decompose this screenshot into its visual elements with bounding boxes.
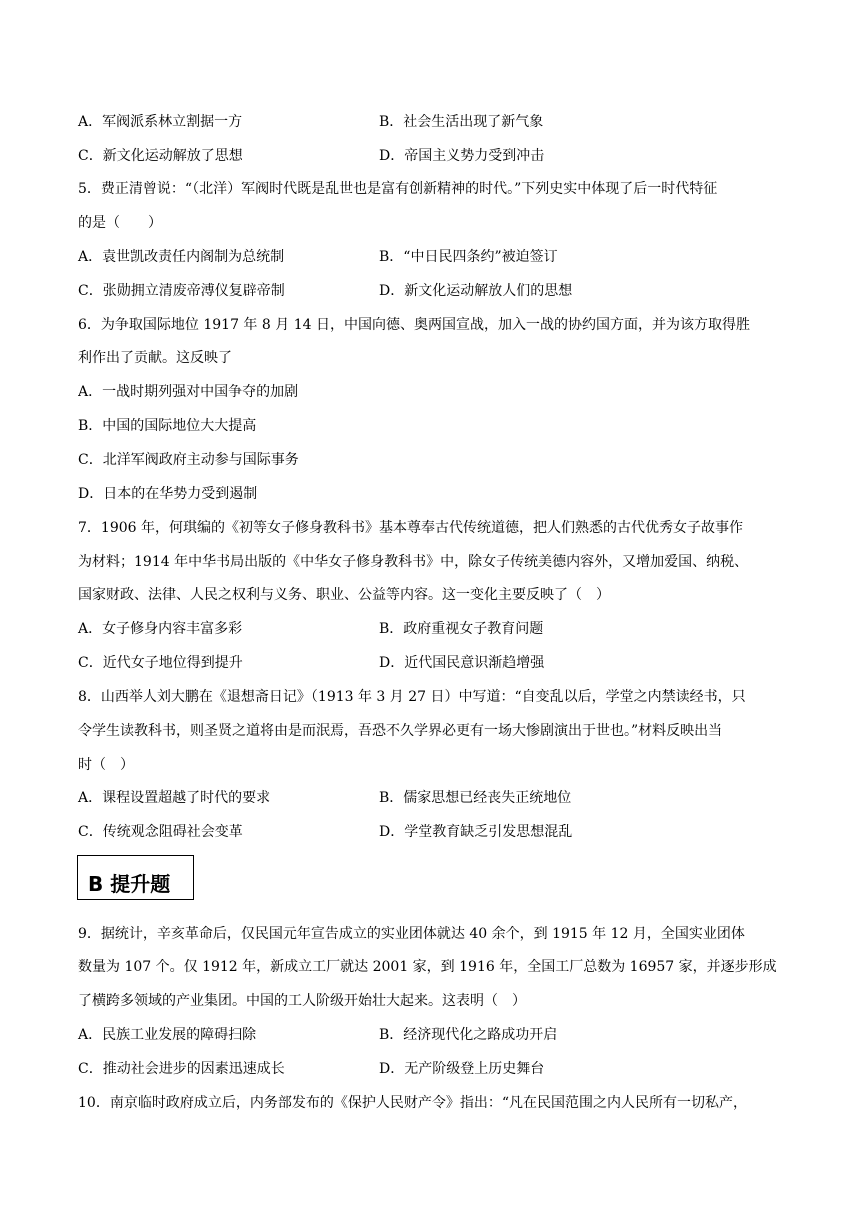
q6-option-a: A．一战时期列强对中国争夺的加剧 (78, 384, 299, 400)
q4-option-b: B．社会生活出现了新气象 (379, 114, 544, 130)
q9-option-d: D．无产阶级登上历史舞台 (379, 1061, 545, 1077)
q4-option-a: A．军阀派系林立割据一方 (78, 114, 243, 130)
q9-option-a: A．民族工业发展的障碍扫除 (78, 1027, 257, 1043)
q8-stem-line-3: 时（ ） (78, 757, 134, 773)
q4-option-c: C．新文化运动解放了思想 (78, 148, 243, 164)
q8-option-b: B．儒家思想已经丧失正统地位 (379, 790, 572, 806)
q7-options-row-2 (78, 654, 788, 672)
q5-option-d: D．新文化运动解放人们的思想 (379, 283, 573, 299)
q6-stem-line-2: 利作出了贡献。这反映了 (78, 350, 232, 366)
q9-stem-line-2: 数量为 107 个。仅 1912 年，新成立工厂就达 2001 家，到 1916 年，全国工厂总数为 16957 家，并逐步形成 (78, 959, 777, 975)
q4-options-row-1 (78, 113, 788, 131)
q5-option-a: A．袁世凯改责任内阁制为总统制 (78, 249, 285, 265)
q6-option-d: D．日本的在华势力受到遏制 (78, 486, 258, 502)
q5-stem-line-1: 5．费正清曾说：“（北洋）军阀时代既是乱世也是富有创新精神的时代。”下列史实中体现了后一时代特征 (78, 181, 718, 197)
q9-option-b: B．经济现代化之路成功开启 (379, 1027, 558, 1043)
q8-options-row-2 (78, 823, 788, 841)
q7-option-c: C．近代女子地位得到提升 (78, 655, 243, 671)
q9-options-row-2 (78, 1060, 788, 1078)
q7-stem-line-3: 国家财政、法律、人民之权利与义务、职业、公益等内容。这一变化主要反映了（ ） (78, 587, 610, 603)
q8-stem-line-1: 8．山西举人刘大鹏在《退想斋日记》（1913 年 3 月 27 日）中写道：“自变乱以后，学堂之内禁读经书，只 (78, 689, 746, 705)
q6-option-c: C．北洋军阀政府主动参与国际事务 (78, 452, 299, 468)
q4-options-row-2 (78, 147, 788, 165)
q9-stem-line-1: 9．据统计，辛亥革命后，仅民国元年宣告成立的实业团体就达 40 余个，到 1915 年 12 月，全国实业团体 (78, 926, 745, 942)
q7-stem-line-2: 为材料；1914 年中华书局出版的《中华女子修身教科书》中，除女子传统美德内容外，又增加爱国、纳税、 (78, 554, 749, 570)
q8-option-a: A．课程设置超越了时代的要求 (78, 790, 271, 806)
q6-stem-line-1: 6．为争取国际地位 1917 年 8 月 14 日，中国向德、奥两国宣战，加入一战的协约国方面，并为该方取得胜 (78, 317, 750, 333)
q7-options-row-1 (78, 620, 788, 638)
q5-option-b: B．“中日民四条约”被迫签订 (379, 249, 558, 265)
q7-stem-line-1: 7．1906 年，何琪编的《初等女子修身教科书》基本尊奉古代传统道德，把人们熟悉的古代优秀女子故事作 (78, 520, 743, 536)
q6-option-b: B．中国的国际地位大大提高 (78, 418, 257, 434)
q9-option-c: C．推动社会进步的因素迅速成长 (78, 1061, 285, 1077)
q4-option-d: D．帝国主义势力受到冲击 (379, 148, 545, 164)
q5-options-row-1 (78, 248, 788, 266)
q5-stem-line-2: 的是（ ） (78, 215, 162, 231)
q5-option-c: C．张勋拥立清废帝溥仪复辟帝制 (78, 283, 285, 299)
q7-option-b: B．政府重视女子教育问题 (379, 621, 544, 637)
q8-options-row-1 (78, 789, 788, 807)
q8-stem-line-2: 令学生读教科书，则圣贤之道将由是而泯焉，吾恐不久学界必更有一场大惨剧演出于世也。”材料反映出当 (78, 723, 723, 739)
section-title: B 提升题 (88, 872, 171, 896)
q8-option-c: C．传统观念阻碍社会变革 (78, 824, 243, 840)
q9-options-row-1 (78, 1026, 788, 1044)
q7-option-a: A．女子修身内容丰富多彩 (78, 621, 243, 637)
q9-stem-line-3: 了横跨多领域的产业集团。中国的工人阶级开始壮大起来。这表明（ ） (78, 993, 526, 1009)
q8-option-d: D．学堂教育缺乏引发思想混乱 (379, 824, 573, 840)
q10-stem-line-1: 10．南京临时政府成立后，内务部发布的《保护人民财产令》指出：“凡在民国范围之内人民所有一切私产， (78, 1095, 747, 1111)
q7-option-d: D．近代国民意识渐趋增强 (379, 655, 545, 671)
q5-options-row-2 (78, 282, 788, 300)
